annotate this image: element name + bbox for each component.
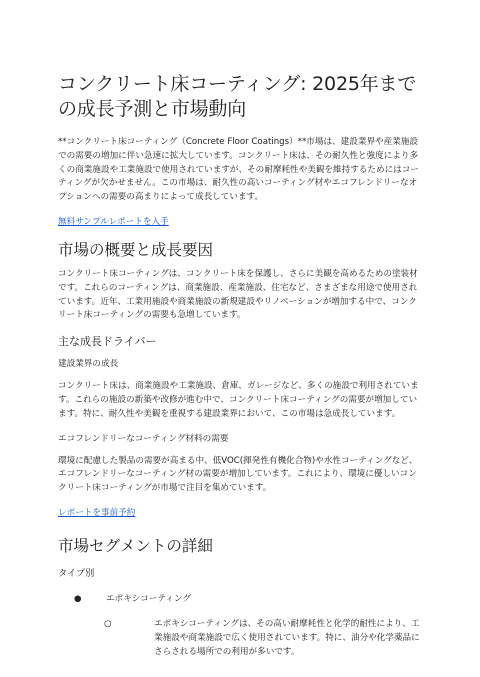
- construction-heading: 建設業界の成長: [58, 359, 119, 370]
- sub-list-item: [58, 618, 422, 659]
- hollow-bullet-icon: ○: [104, 618, 112, 629]
- eco-heading: エコフレンドリーなコーティング材料の需要: [58, 433, 229, 444]
- intro-paragraph: **コンクリート床コーティング（Concrete Floor Coatings）**市場は、建設業界や産業施設での需要の増加に伴い急速に拡大しています。コンクリート床は、その耐久性と強度により多くの商業施設や工業施設で使用されていますが、その耐摩耗性や美観を維持するためにはコーティングが欠かせません。この市場は、耐久性の高いコーティング材やエコフレンドリーなオプションへの需要の高まりによって成長しています。: [58, 137, 419, 203]
- overview-heading: 市場の概要と成長要因: [58, 240, 214, 259]
- eco-paragraph: 環境に配慮した製品の需要が高まる中、低VOC(揮発性有機化合物)や水性コーティングなど、エコフレンドリーなコーティング材の需要が増加しています。これにより、環境に優しいコンクリート床コーティングが市場で注目を集めています。: [58, 455, 418, 494]
- free-sample-link[interactable]: 無料サンプルレポートを入手: [58, 216, 169, 227]
- type-heading: タイプ別: [58, 567, 95, 579]
- document-title: コンクリート床コーティング: 2025年までの成長予測と市場動向: [58, 73, 417, 120]
- bullet-icon: ●: [74, 593, 82, 604]
- sub-list-item-text: エポキシコーティングは、その高い耐摩耗性と化学的耐性により、工業施設や商業施設で広く使用されています。特に、油分や化学薬品にさらされる場所での利用が多いです。: [154, 618, 420, 657]
- list-item: [58, 593, 422, 606]
- list-item-label: エポキシコーティング: [106, 593, 191, 604]
- construction-paragraph: コンクリート床は、商業施設や工業施設、倉庫、ガレージなど、多くの施設で利用されています。これらの施設の新築や改修が進む中で、コンクリート床コーティングの需要が増加しています。特に、耐久性や美観を重視する建設業界において、この市場は急成長しています。: [58, 381, 419, 419]
- preorder-report-link[interactable]: レポートを事前予約: [58, 507, 136, 518]
- overview-paragraph: コンクリート床コーティングは、コンクリート床を保護し、さらに美観を高めるための塗装材です。これらのコーティングは、商業施設、産業施設、住宅など、さまざまな用途で使用されています。近年、工業用施設や商業施設の新規建設やリノベーションが増加する中で、コンクリート床コーティングの需要も急増しています。: [58, 268, 418, 321]
- drivers-heading: 主な成長ドライバー: [58, 335, 157, 349]
- segments-heading: 市場セグメントの詳細: [58, 536, 213, 555]
